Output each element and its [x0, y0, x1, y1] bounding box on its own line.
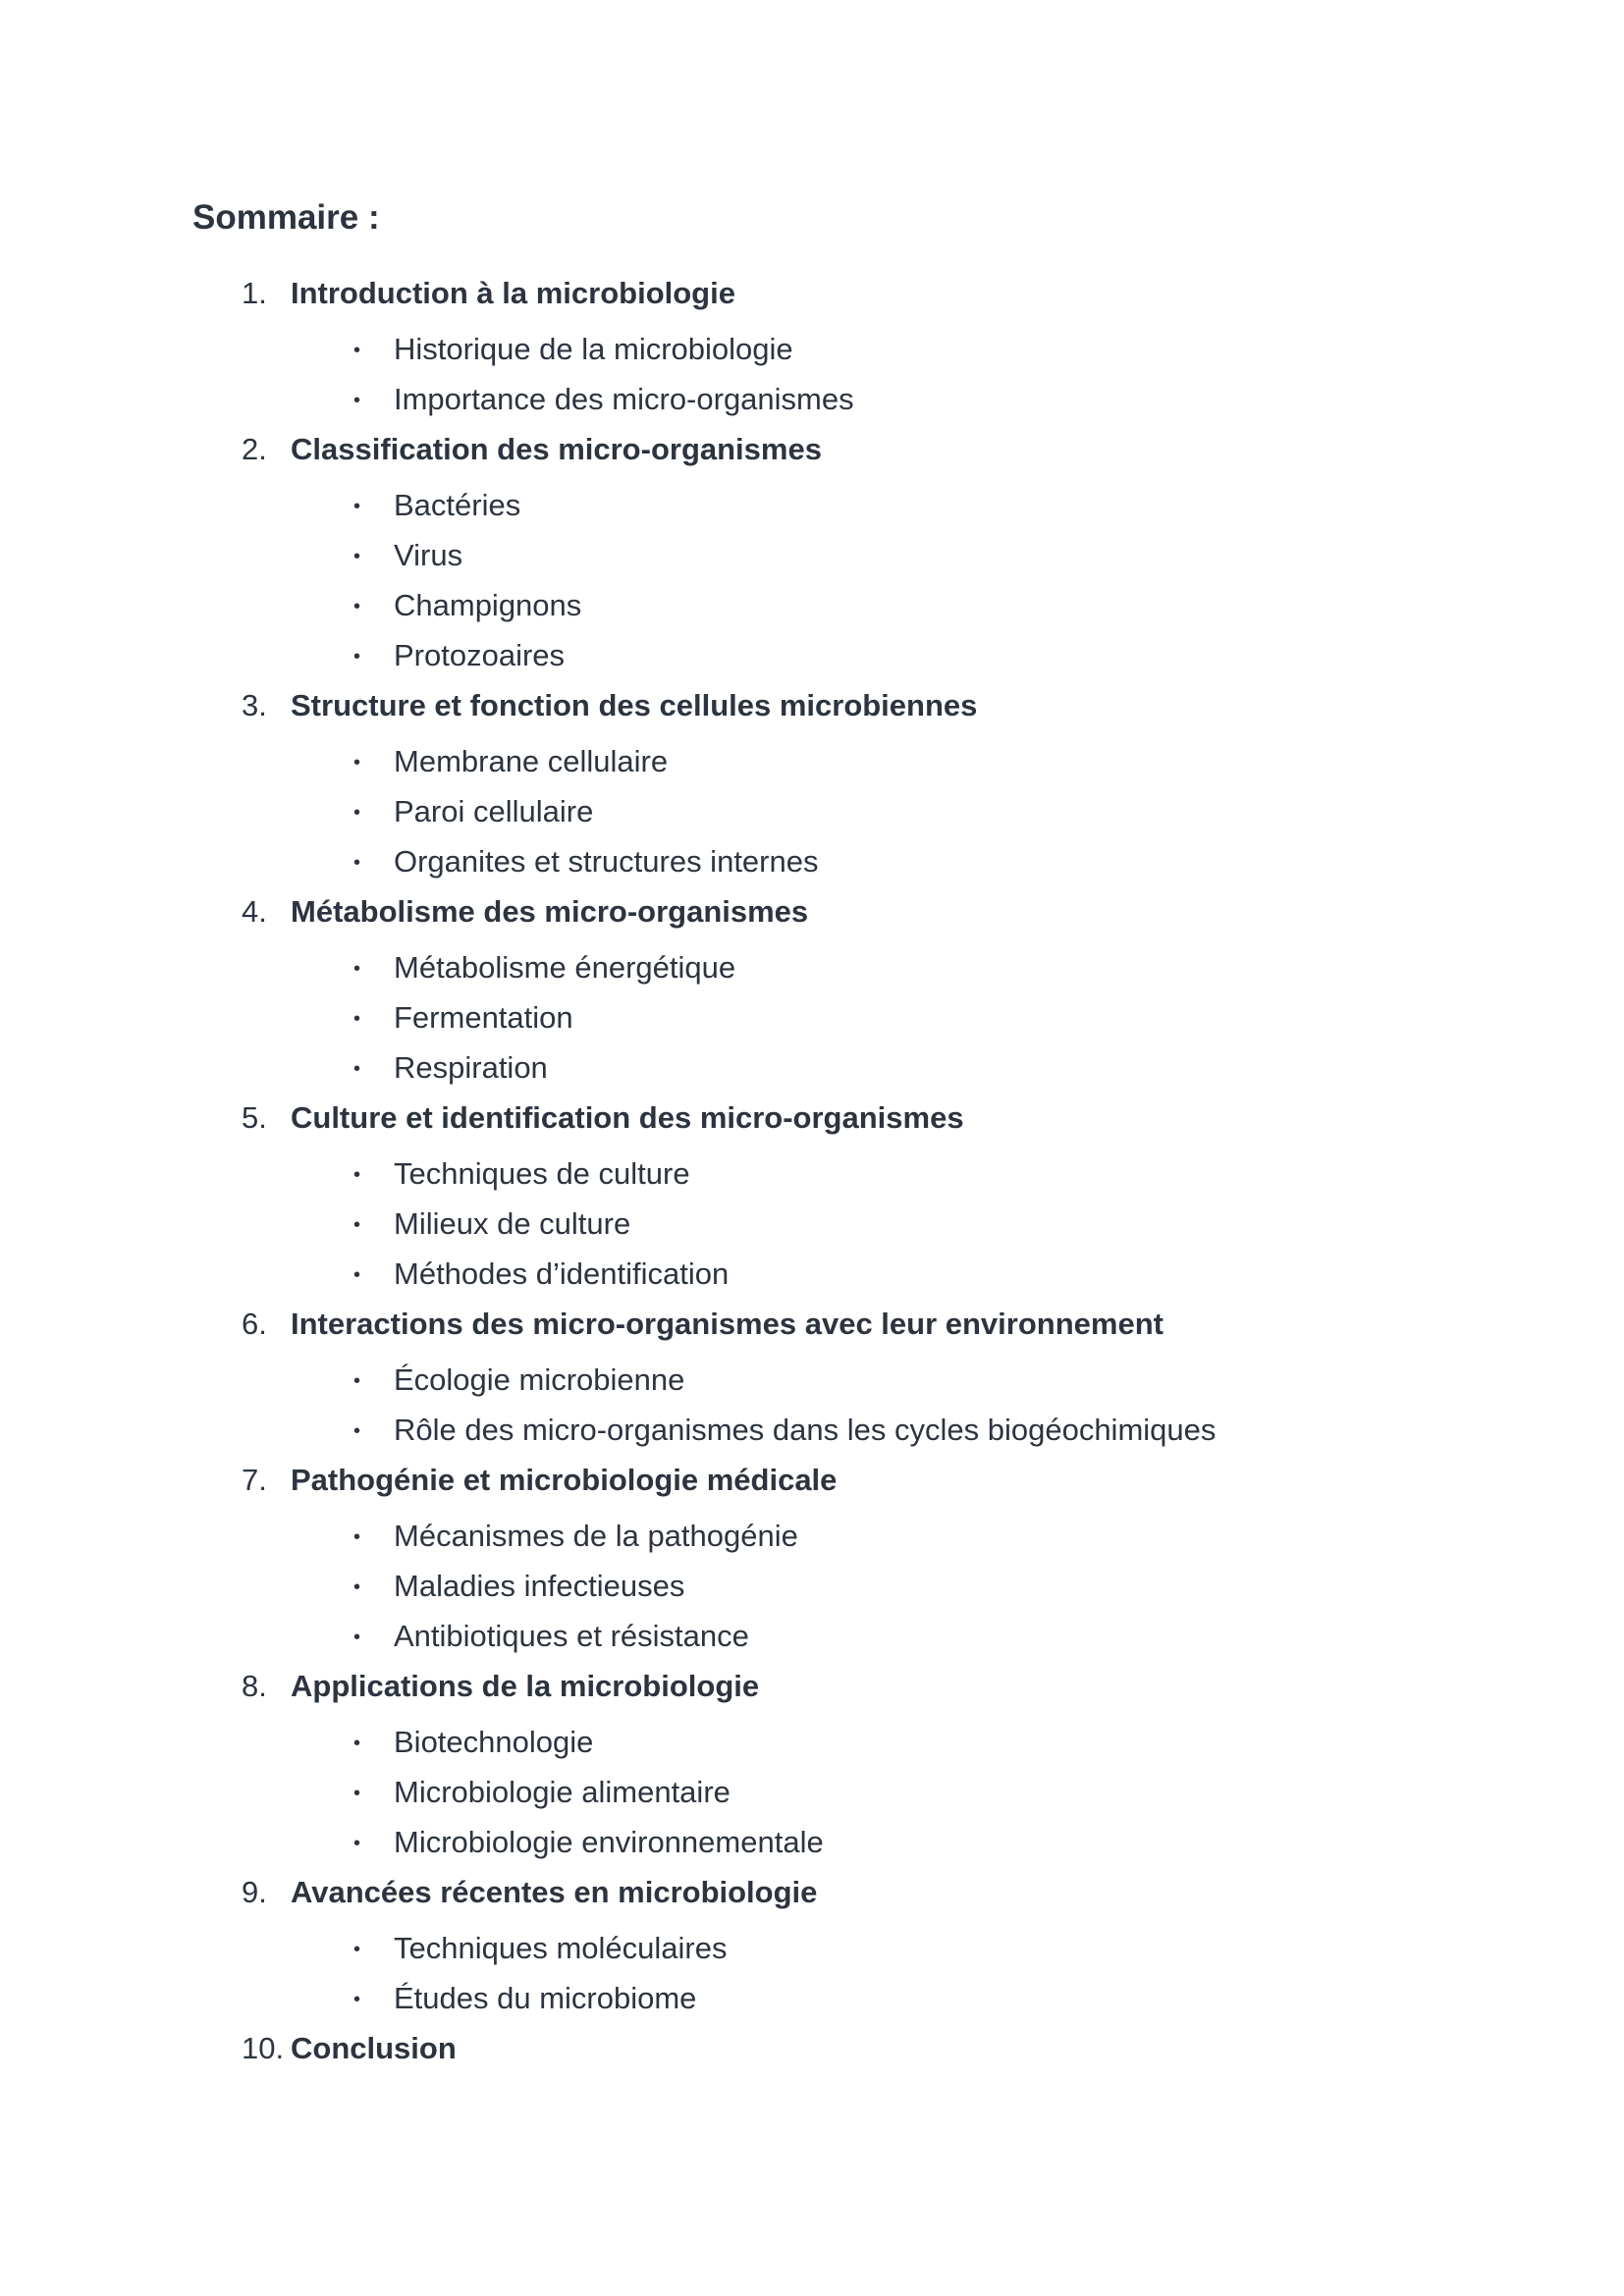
subsection-label: Membrane cellulaire [394, 744, 669, 778]
subsection-label: Techniques moléculaires [394, 1931, 728, 1965]
section-title: Métabolisme des micro-organismes [291, 894, 809, 929]
subsection-list [192, 1711, 1469, 1867]
subsection-item [192, 480, 1469, 530]
subsection-label: Bactéries [394, 488, 521, 522]
subsection-item [192, 1148, 1469, 1199]
toc-section-heading [192, 886, 1469, 936]
subsection-item [192, 374, 1469, 424]
toc-section [192, 1299, 1469, 1455]
toc-section [192, 1455, 1469, 1661]
toc-section-heading [192, 680, 1469, 730]
page-title: Sommaire : [192, 198, 380, 237]
bullet-icon: • [352, 1164, 360, 1186]
section-number: 10. [242, 2031, 285, 2065]
section-title: Introduction à la microbiologie [291, 276, 735, 310]
section-number: 8. [242, 1669, 267, 1703]
bullet-icon: • [352, 1939, 360, 1960]
bullet-icon: • [352, 340, 360, 361]
subsection-item [192, 1199, 1469, 1249]
subsection-label: Écologie microbienne [394, 1362, 685, 1397]
subsection-label: Maladies infectieuses [394, 1569, 685, 1603]
subsection-label: Métabolisme énergétique [394, 950, 736, 985]
subsection-label: Études du microbiome [394, 1981, 697, 2015]
subsection-label: Organites et structures internes [394, 844, 819, 879]
bullet-icon: • [352, 1420, 360, 1442]
bullet-icon: • [352, 546, 360, 567]
subsection-item [192, 1042, 1469, 1093]
bullet-icon: • [352, 1008, 360, 1030]
section-number: 5. [242, 1100, 267, 1135]
subsection-item [192, 1973, 1469, 2023]
subsection-item [192, 1405, 1469, 1455]
subsection-item [192, 530, 1469, 580]
subsection-list [192, 318, 1469, 424]
subsection-item [192, 1511, 1469, 1561]
toc-section-heading [192, 2023, 1469, 2073]
subsection-item [192, 1817, 1469, 1867]
subsection-item [192, 1717, 1469, 1767]
subsection-label: Fermentation [394, 1000, 573, 1035]
subsection-list [192, 1143, 1469, 1299]
toc-section [192, 424, 1469, 680]
bullet-icon: • [352, 958, 360, 980]
toc-section-heading [192, 1867, 1469, 1917]
toc-section [192, 1093, 1469, 1299]
subsection-item [192, 1249, 1469, 1299]
toc-section [192, 268, 1469, 424]
subsection-item [192, 630, 1469, 680]
subsection-item [192, 786, 1469, 836]
bullet-icon: • [352, 1783, 360, 1804]
toc-section [192, 680, 1469, 886]
bullet-icon: • [352, 1576, 360, 1598]
bullet-icon: • [352, 1526, 360, 1548]
subsection-item [192, 1923, 1469, 1973]
toc-section [192, 1661, 1469, 1867]
bullet-icon: • [352, 1627, 360, 1648]
subsection-item [192, 836, 1469, 886]
subsection-item [192, 942, 1469, 992]
section-number: 4. [242, 894, 267, 929]
section-number: 6. [242, 1307, 267, 1341]
subsection-list [192, 1349, 1469, 1455]
subsection-list [192, 474, 1469, 680]
section-title: Classification des micro-organismes [291, 432, 822, 466]
bullet-icon: • [352, 1264, 360, 1286]
section-title: Culture et identification des micro-organismes [291, 1100, 964, 1135]
toc-section-heading [192, 424, 1469, 474]
bullet-icon: • [352, 1370, 360, 1392]
subsection-list [192, 1917, 1469, 2023]
toc-section-heading [192, 1093, 1469, 1143]
subsection-label: Mécanismes de la pathogénie [394, 1519, 798, 1553]
section-title: Conclusion [291, 2031, 457, 2065]
toc-section-heading [192, 1299, 1469, 1349]
subsection-item [192, 324, 1469, 374]
subsection-item [192, 580, 1469, 630]
bullet-icon: • [352, 1989, 360, 2010]
subsection-label: Champignons [394, 588, 582, 622]
section-number: 9. [242, 1875, 267, 1909]
subsection-label: Microbiologie alimentaire [394, 1775, 731, 1809]
bullet-icon: • [352, 390, 360, 411]
toc-section-heading [192, 268, 1469, 318]
bullet-icon: • [352, 1214, 360, 1236]
subsection-label: Microbiologie environnementale [394, 1825, 824, 1859]
toc-section [192, 2023, 1469, 2073]
subsection-label: Rôle des micro-organismes dans les cycles biogéochimiques [394, 1413, 1217, 1447]
subsection-item [192, 1767, 1469, 1817]
subsection-label: Protozoaires [394, 638, 566, 672]
subsection-item [192, 1561, 1469, 1611]
toc-section-heading [192, 1455, 1469, 1505]
section-number: 3. [242, 688, 267, 722]
section-number: 1. [242, 276, 267, 310]
subsection-label: Biotechnologie [394, 1725, 594, 1759]
subsection-label: Antibiotiques et résistance [394, 1619, 749, 1653]
bullet-icon: • [352, 852, 360, 874]
section-title: Structure et fonction des cellules microbiennes [291, 688, 978, 722]
section-title: Interactions des micro-organismes avec leur environnement [291, 1307, 1164, 1341]
subsection-label: Méthodes d’identification [394, 1256, 730, 1291]
bullet-icon: • [352, 1833, 360, 1854]
section-title: Pathogénie et microbiologie médicale [291, 1463, 838, 1497]
bullet-icon: • [352, 646, 360, 667]
subsection-label: Paroi cellulaire [394, 794, 594, 828]
subsection-item [192, 1611, 1469, 1661]
bullet-icon: • [352, 1733, 360, 1754]
section-number: 7. [242, 1463, 267, 1497]
subsection-label: Milieux de culture [394, 1206, 631, 1241]
subsection-item [192, 1355, 1469, 1405]
bullet-icon: • [352, 802, 360, 824]
subsection-label: Historique de la microbiologie [394, 332, 793, 366]
toc-section-heading [192, 1661, 1469, 1711]
bullet-icon: • [352, 496, 360, 517]
toc-section [192, 886, 1469, 1093]
subsection-label: Techniques de culture [394, 1156, 690, 1191]
section-title: Applications de la microbiologie [291, 1669, 760, 1703]
bullet-icon: • [352, 596, 360, 617]
toc-section [192, 1867, 1469, 2023]
section-title: Avancées récentes en microbiologie [291, 1875, 818, 1909]
subsection-label: Importance des micro-organismes [394, 382, 854, 416]
bullet-icon: • [352, 1058, 360, 1080]
subsection-item [192, 992, 1469, 1042]
bullet-icon: • [352, 752, 360, 774]
subsection-label: Respiration [394, 1050, 548, 1085]
subsection-label: Virus [394, 538, 463, 572]
table-of-contents [192, 268, 1469, 2073]
subsection-list [192, 936, 1469, 1093]
subsection-list [192, 1505, 1469, 1661]
subsection-list [192, 730, 1469, 886]
section-number: 2. [242, 432, 267, 466]
subsection-item [192, 736, 1469, 786]
